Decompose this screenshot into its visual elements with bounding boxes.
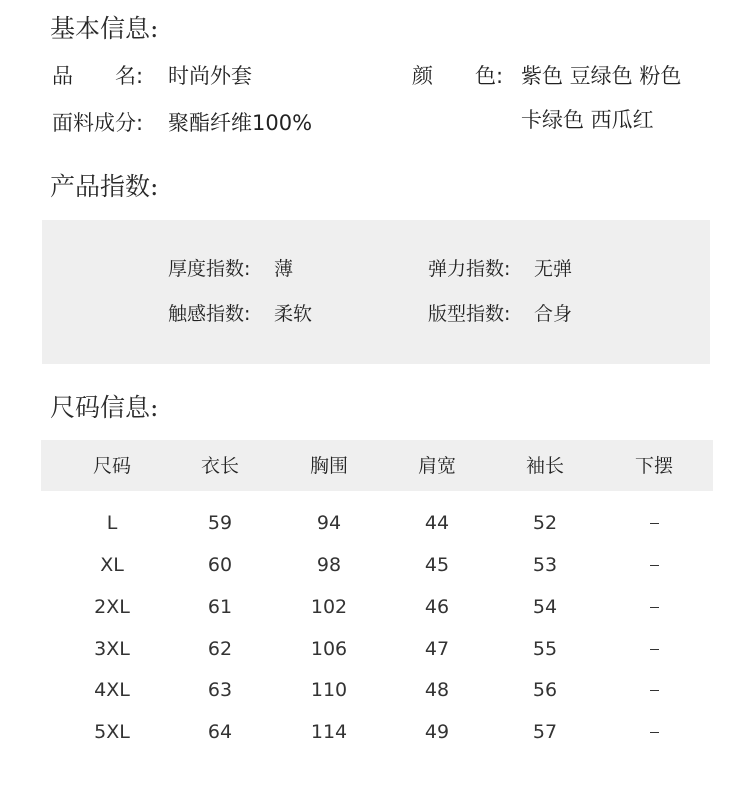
header-length: 衣长 <box>200 455 239 477</box>
dash-icon <box>650 607 659 609</box>
product-index-title: 产品指数: <box>50 172 159 201</box>
cell-bust: 106 <box>310 638 348 660</box>
color-values-line2: 卡绿色 西瓜红 <box>521 108 654 132</box>
fit-index-value: 合身 <box>534 303 573 325</box>
name-value: 时尚外套 <box>168 64 252 88</box>
cell-length: 63 <box>207 679 233 701</box>
header-size: 尺码 <box>92 455 131 477</box>
dash-icon <box>650 732 659 734</box>
cell-sleeve: 52 <box>532 512 558 534</box>
cell-bust: 98 <box>316 554 342 576</box>
material-label: 面料成分: <box>52 111 144 135</box>
elasticity-index-value: 无弹 <box>534 258 573 280</box>
cell-size: 4XL <box>94 679 130 701</box>
thickness-index-label: 厚度指数: <box>168 258 251 280</box>
cell-bust: 102 <box>310 596 348 618</box>
cell-shoulder: 44 <box>424 512 450 534</box>
cell-sleeve: 56 <box>532 679 558 701</box>
cell-hem <box>599 640 709 659</box>
cell-hem <box>599 598 709 617</box>
cell-sleeve: 54 <box>532 596 558 618</box>
cell-shoulder: 46 <box>424 596 450 618</box>
cell-size: L <box>106 512 118 534</box>
cell-bust: 114 <box>310 721 348 743</box>
header-sleeve: 袖长 <box>525 455 564 477</box>
cell-shoulder: 49 <box>424 721 450 743</box>
fit-index-label: 版型指数: <box>428 303 511 325</box>
name-label: 品 名: <box>52 64 144 88</box>
header-bust: 胸围 <box>309 455 348 477</box>
basic-info-title: 基本信息: <box>50 14 159 43</box>
cell-size: 5XL <box>94 721 130 743</box>
cell-shoulder: 47 <box>424 638 450 660</box>
cell-length: 62 <box>207 638 233 660</box>
cell-shoulder: 48 <box>424 679 450 701</box>
cell-sleeve: 57 <box>532 721 558 743</box>
cell-length: 64 <box>207 721 233 743</box>
cell-size: 3XL <box>94 638 130 660</box>
cell-length: 61 <box>207 596 233 618</box>
cell-length: 60 <box>207 554 233 576</box>
cell-sleeve: 53 <box>532 554 558 576</box>
header-hem: 下摆 <box>634 455 673 477</box>
cell-hem <box>599 681 709 700</box>
color-label: 颜 色: <box>412 64 504 88</box>
product-index-panel <box>42 220 710 364</box>
cell-hem <box>599 556 709 575</box>
cell-hem <box>599 723 709 742</box>
size-info-title: 尺码信息: <box>50 393 159 422</box>
cell-size: 2XL <box>94 596 130 618</box>
cell-hem <box>599 514 709 533</box>
dash-icon <box>650 523 659 525</box>
material-value: 聚酯纤维100% <box>168 111 313 135</box>
cell-size: XL <box>100 554 124 576</box>
touch-index-label: 触感指数: <box>168 303 251 325</box>
dash-icon <box>650 690 659 692</box>
touch-index-value: 柔软 <box>274 303 313 325</box>
header-shoulder: 肩宽 <box>417 455 456 477</box>
cell-shoulder: 45 <box>424 554 450 576</box>
cell-bust: 94 <box>316 512 342 534</box>
color-values-line1: 紫色 豆绿色 粉色 <box>521 64 682 88</box>
thickness-index-value: 薄 <box>274 258 294 280</box>
dash-icon <box>650 565 659 567</box>
dash-icon <box>650 649 659 651</box>
cell-sleeve: 55 <box>532 638 558 660</box>
size-table-header <box>41 440 713 491</box>
elasticity-index-label: 弹力指数: <box>428 258 511 280</box>
cell-bust: 110 <box>310 679 348 701</box>
cell-length: 59 <box>207 512 233 534</box>
